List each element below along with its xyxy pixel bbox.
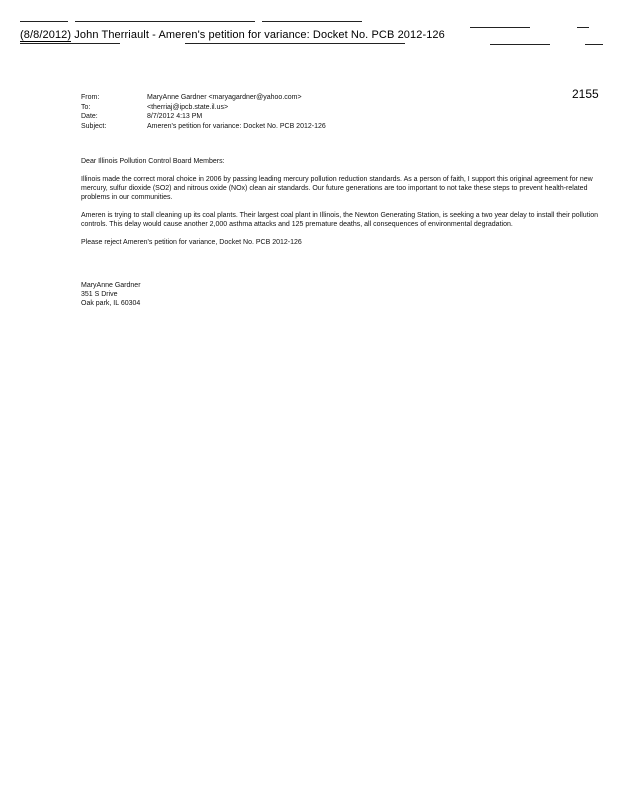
document-header xyxy=(20,29,445,41)
scan-rule-bottom xyxy=(490,44,550,45)
scan-rule-bottom xyxy=(585,44,603,45)
signature-city: Oak park, IL 60304 xyxy=(81,300,141,307)
scan-rule-bottom xyxy=(20,43,120,44)
email-body xyxy=(81,157,606,256)
meta-value: 8/7/2012 4:13 PM xyxy=(147,113,203,120)
meta-from xyxy=(81,93,326,103)
body-paragraph: Illinois made the correct moral choice in 2006 by passing leading mercury pollution reduction standards. As a person of faith, I support this original agreement for new mercury, sulfur dioxide (SO2) and nitrous oxide (NOx) clean air standards. Our future generations are too important to not take these steps to prevent health-related problems in our communities. xyxy=(81,176,593,201)
scan-rule-top xyxy=(75,21,255,22)
meta-label: Date: xyxy=(81,113,98,120)
meta-value: Ameren's petition for variance: Docket No. PCB 2012-126 xyxy=(147,122,326,130)
page-number: 2155 xyxy=(572,87,599,101)
meta-label: From: xyxy=(81,94,100,101)
header-title: John Therriault - Ameren's petition for variance: Docket No. PCB 2012-126 xyxy=(71,29,445,41)
scan-rule-top xyxy=(262,21,362,22)
greeting: Dear Illinois Pollution Control Board Members: xyxy=(81,158,225,165)
header-date: (8/8/2012) xyxy=(20,29,72,41)
signature-address: 351 S Drive xyxy=(81,291,118,298)
meta-label: Subject: xyxy=(81,122,107,130)
signature-name: MaryAnne Gardner xyxy=(81,282,141,289)
scan-rule-top xyxy=(20,21,68,22)
scan-rule-top xyxy=(577,27,589,28)
meta-value: MaryAnne Gardner <maryagardner@yahoo.com> xyxy=(147,94,302,101)
email-meta xyxy=(81,93,326,131)
scan-rule-top xyxy=(470,27,530,28)
body-paragraph: Please reject Ameren's petition for variance, Docket No. PCB 2012-126 xyxy=(81,239,302,246)
body-paragraph: Ameren is trying to stall cleaning up its coal plants. Their largest coal plant in Illinois, the Newton Generating Station, is seeking a two year delay to install their pollution controls. This delay would cause another 2,000 asthma attacks and 125 premature deaths, all consequences of environmental degradation. xyxy=(81,212,598,228)
meta-subject xyxy=(81,122,326,132)
meta-value: <therriaj@ipcb.state.il.us> xyxy=(147,103,229,111)
meta-to xyxy=(81,103,326,113)
meta-date xyxy=(81,112,326,122)
scan-rule-bottom xyxy=(185,43,405,44)
meta-label: To: xyxy=(81,103,91,111)
signature xyxy=(81,281,141,308)
